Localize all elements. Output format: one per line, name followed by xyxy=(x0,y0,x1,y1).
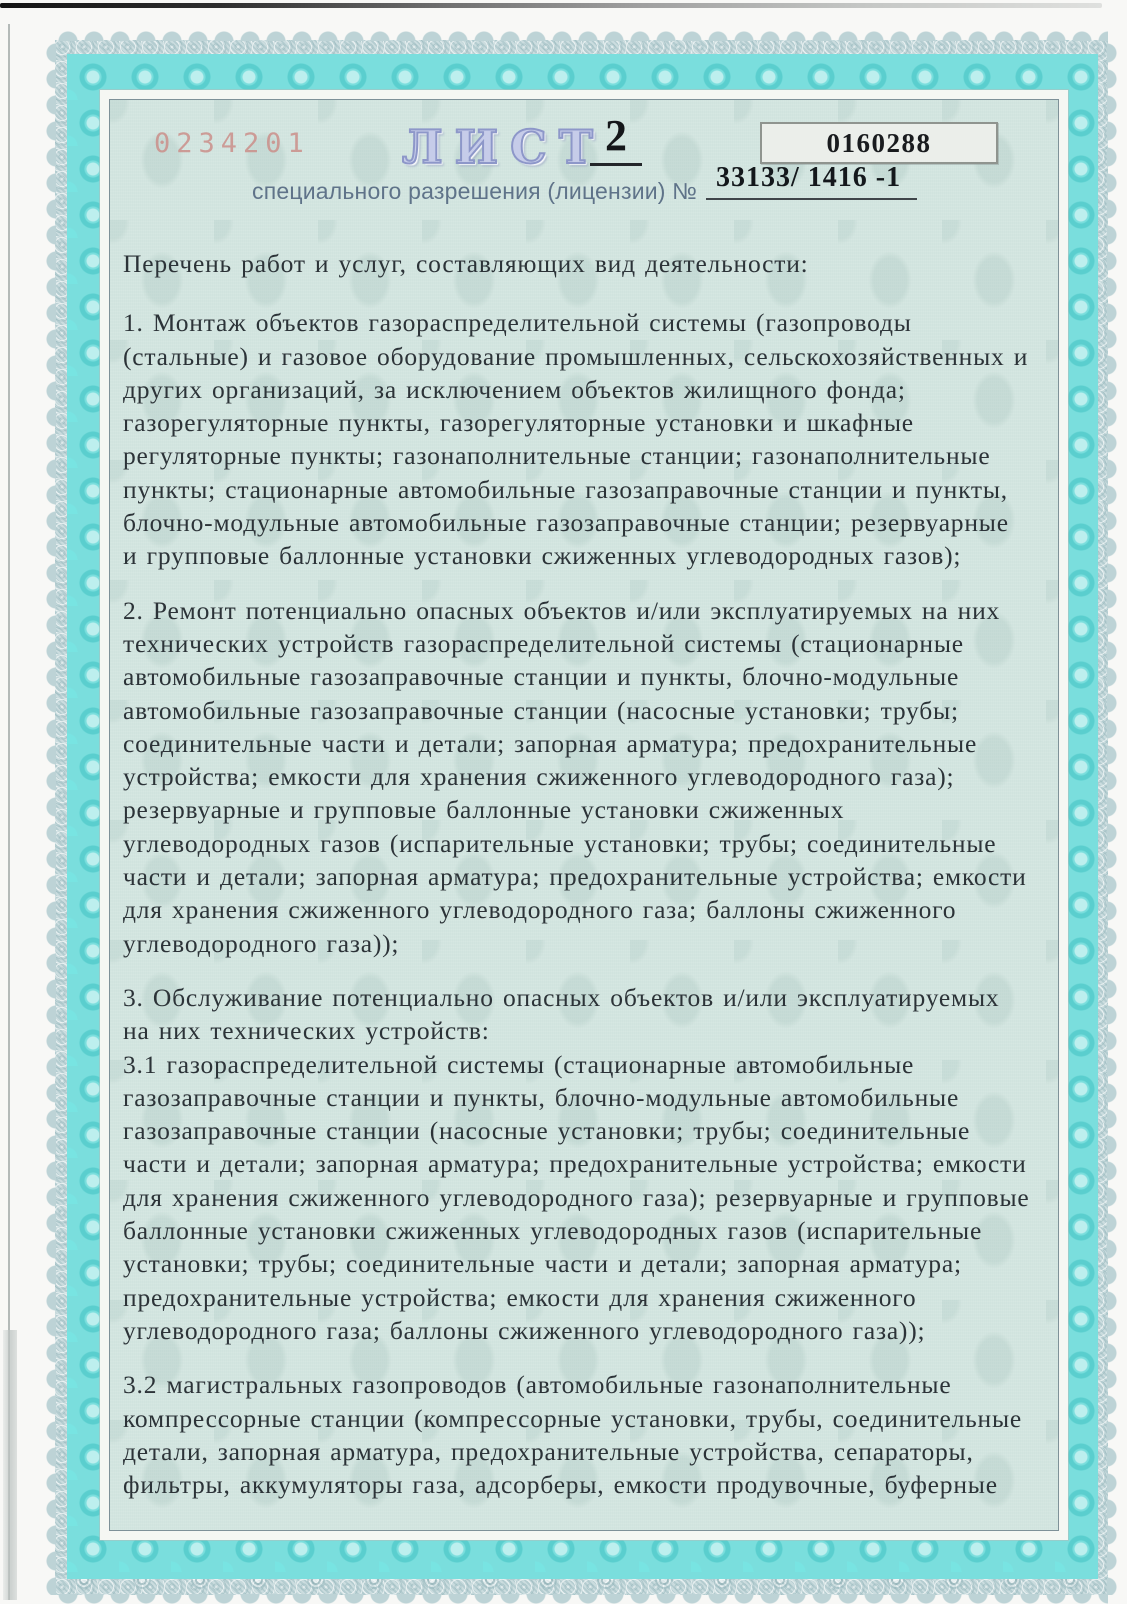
text-line: автомобильные газозаправочные станции и пункты, блочно-модульные xyxy=(123,662,960,692)
text-line: газозаправочные станции и пункты, блочно-модульные автомобильные xyxy=(123,1082,960,1112)
license-number: 33133/ 1416 -1 xyxy=(706,162,917,200)
body-text xyxy=(123,247,1075,1522)
blank-number-box xyxy=(760,122,998,164)
text-line: резервуарные и групповые баллонные установки сжиженных xyxy=(123,795,845,825)
text-line: и групповые баллонные установки сжиженных углеводородных газов); xyxy=(123,541,962,571)
license-label: специального разрешения (лицензии) № xyxy=(252,178,698,204)
scallop-edge-top xyxy=(55,31,1108,41)
text-line: 3. Обслуживание потенциально опасных объектов и/или эксплуатируемых xyxy=(123,982,1000,1012)
paragraph xyxy=(123,594,1075,960)
paragraph xyxy=(123,306,1075,572)
sheet-number: 2 xyxy=(590,110,642,166)
text-line: углеводородных газов (испарительные установки; трубы; соединительные xyxy=(123,828,997,858)
text-line: установки; трубы; соединительные части и детали; запорная арматура; xyxy=(123,1249,962,1279)
white-frame xyxy=(100,90,1068,1540)
body-paragraphs xyxy=(123,306,1075,1501)
scallop-edge-right xyxy=(1107,40,1117,1595)
scan-artifact-left-strip xyxy=(3,1330,17,1600)
paragraph xyxy=(123,981,1075,1347)
text-line: фильтры, аккумуляторы газа, адсорберы, емкости продувочные, буферные xyxy=(123,1470,998,1500)
guilloche-border xyxy=(55,40,1108,1595)
blank-number: 0160288 xyxy=(826,127,932,158)
text-line: предохранительные устройства; емкости для хранения сжиженного xyxy=(123,1282,917,1312)
scallop-edge-left xyxy=(46,40,56,1595)
text-line: автомобильные газозаправочные станции (насосные установки; трубы; xyxy=(123,695,959,725)
scallop-edge-bottom xyxy=(55,1594,1108,1604)
text-line: компрессорные станции (компрессорные установки, трубы, соединительные xyxy=(123,1403,1023,1433)
text-line: соединительные части и детали; запорная арматура; предохранительные xyxy=(123,728,978,758)
text-line: пункты; стационарные автомобильные газозаправочные станции и пункты, xyxy=(123,474,1008,504)
text-line: на них технических устройств: xyxy=(123,1016,490,1046)
scan-artifact-top-line xyxy=(0,3,1102,8)
text-line: (стальные) и газовое оборудование промышленных, сельскохозяйственных и xyxy=(123,341,1029,371)
text-line: газорегуляторные пункты, газорегуляторные установки и шкафные xyxy=(123,408,914,438)
intro-line: Перечень работ и услуг, составляющих вид деятельности: xyxy=(123,249,809,278)
text-line: детали, запорная арматура, предохранительные устройства, сепараторы, xyxy=(123,1436,974,1466)
text-line: 3.2 магистральных газопроводов (автомобильные газонаполнительные xyxy=(123,1370,952,1400)
text-line: регуляторные пункты; газонаполнительные станции; газонаполнительные xyxy=(123,441,991,471)
text-line: для хранения сжиженного углеводородного газа); резервуарные и групповые xyxy=(123,1182,1030,1212)
text-line: части и детали; запорная арматура; предохранительные устройства; емкости xyxy=(123,1149,1027,1179)
text-line: блочно-модульные автомобильные газозаправочные станции; резервуарные xyxy=(123,508,1009,538)
text-line: 2. Ремонт потенциально опасных объектов и/или эксплуатируемых на них xyxy=(123,595,1001,625)
text-line: 1. Монтаж объектов газораспределительной системы (газопроводы xyxy=(123,308,912,338)
text-line: баллонные установки сжиженных углеводородных газов (испарительные xyxy=(123,1216,983,1246)
text-line: углеводородного газа)); xyxy=(123,928,400,958)
paragraph xyxy=(123,1368,1075,1501)
text-line: газозаправочные станции (насосные установки; трубы; соединительные xyxy=(123,1116,971,1146)
text-line: других организаций, за исключением объектов жилищного фонда; xyxy=(123,374,906,404)
text-line: устройства; емкости для хранения сжиженного углеводородного газа); xyxy=(123,762,955,792)
certificate-field xyxy=(109,99,1059,1531)
text-line: части и детали; запорная арматура; предохранительные устройства; емкости xyxy=(123,862,1027,892)
serial-number: 0234201 xyxy=(154,128,310,159)
text-line: углеводородного газа; баллоны сжиженного углеводородного газа)); xyxy=(123,1315,926,1345)
text-line: 3.1 газораспределительной системы (стационарные автомобильные xyxy=(123,1049,915,1079)
sheet-title: ЛИСТ xyxy=(402,120,605,174)
text-line: для хранения сжиженного углеводородного газа; баллоны сжиженного xyxy=(123,895,957,925)
text-line: технических устройств газораспределительной системы (стационарные xyxy=(123,628,964,658)
